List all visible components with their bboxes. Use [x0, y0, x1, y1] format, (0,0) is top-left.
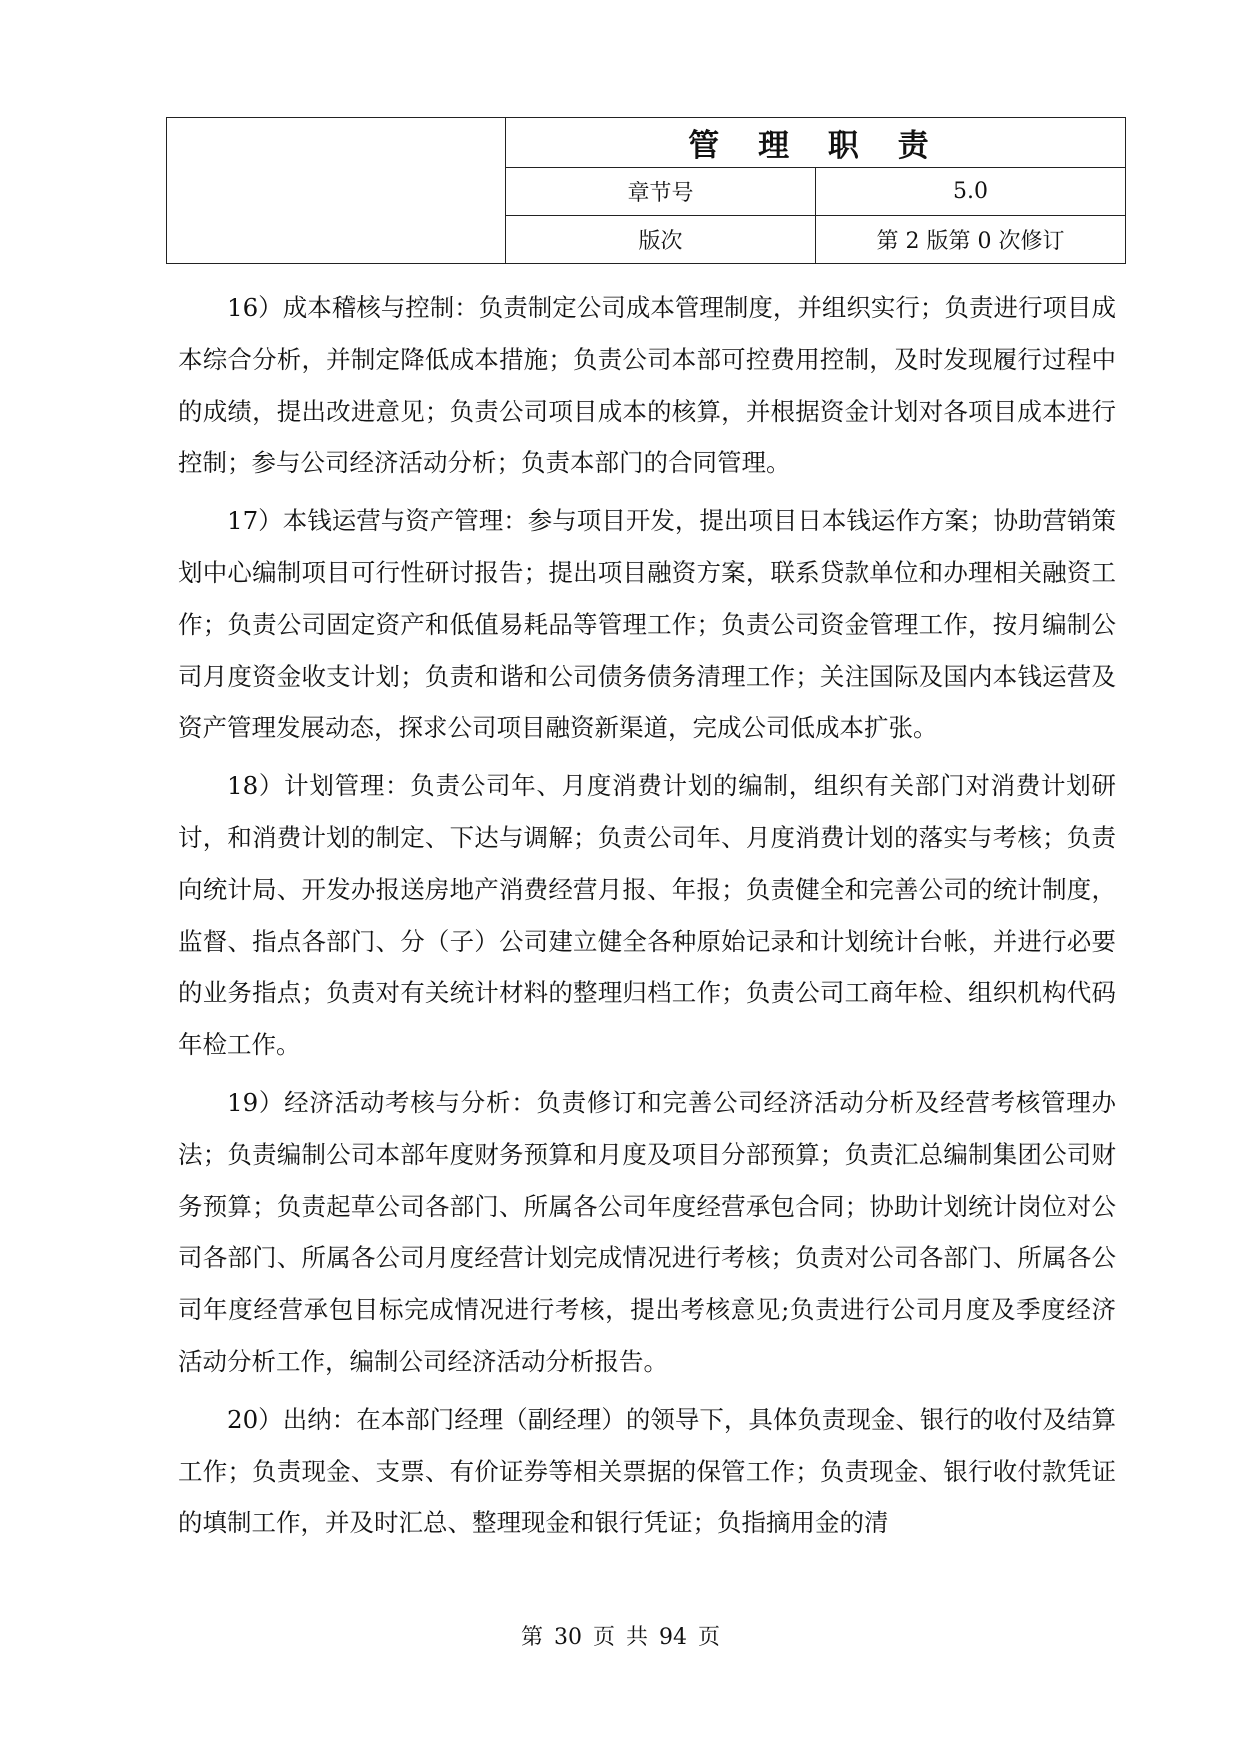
- version-label: 版次: [506, 216, 816, 264]
- page-number-footer: 第 30 页 共 94 页: [521, 1625, 720, 1650]
- chapter-label: 章节号: [506, 168, 816, 216]
- chapter-value: 5.0: [816, 168, 1126, 216]
- paragraph-18: 18）计划管理：负责公司年、月度消费计划的编制，组织有关部门对消费计划研讨，和消费计划的制定、下达与调解；负责公司年、月度消费计划的落实与考核；负责向统计局、开发办报送房地产消费经营月报、年报；负责健全和完善公司的统计制度，监督、指点各部门、分（子）公司建立健全各种原始记录和计划统计台帐，并进行必要的业务指点；负责对有关统计材料的整理归档工作；负责公司工商年检、组织机构代码年检工作。: [178, 771, 1116, 1060]
- document-title: 管 理 职 责: [506, 118, 1126, 168]
- paragraph-17: 17）本钱运营与资产管理：参与项目开发，提出项目日本钱运作方案；协助营销策划中心编制项目可行性研讨报告；提出项目融资方案，联系贷款单位和办理相关融资工作；负责公司固定资产和低值易耗品等管理工作；负责公司资金管理工作，按月编制公司月度资金收支计划；负责和谐和公司债务债务清理工作；关注国际及国内本钱运营及资产管理发展动态，探求公司项目融资新渠道，完成公司低成本扩张。: [178, 506, 1116, 743]
- version-value: 第 2 版第 0 次修订: [816, 216, 1126, 264]
- document-header-table: [166, 117, 1126, 264]
- paragraph-19: 19）经济活动考核与分析：负责修订和完善公司经济活动分析及经营考核管理办法；负责编制公司本部年度财务预算和月度及项目分部预算；负责汇总编制集团公司财务预算；负责起草公司各部门、所属各公司年度经营承包合同；协助计划统计岗位对公司各部门、所属各公司月度经营计划完成情况进行考核；负责对公司各部门、所属各公司年度经营承包目标完成情况进行考核，提出考核意见;负责进行公司月度及季度经济活动分析工作，编制公司经济活动分析报告。: [178, 1087, 1116, 1376]
- paragraph-16: 16）成本稽核与控制：负责制定公司成本管理制度，并组织实行；负责进行项目成本综合分析，并制定降低成本措施；负责公司本部可控费用控制，及时发现履行过程中的成绩，提出改进意见；负责公司项目成本的核算，并根据资金计划对各项目成本进行控制；参与公司经济活动分析；负责本部门的合同管理。: [178, 293, 1116, 478]
- document-body: [178, 282, 1116, 1555]
- logo-cell: [167, 118, 506, 264]
- paragraph-20: 20）出纳：在本部门经理（副经理）的领导下，具体负责现金、银行的收付及结算工作；负责现金、支票、有价证券等相关票据的保管工作；负责现金、银行收付款凭证的填制工作，并及时汇总、整理现金和银行凭证；负指摘用金的清: [178, 1404, 1116, 1538]
